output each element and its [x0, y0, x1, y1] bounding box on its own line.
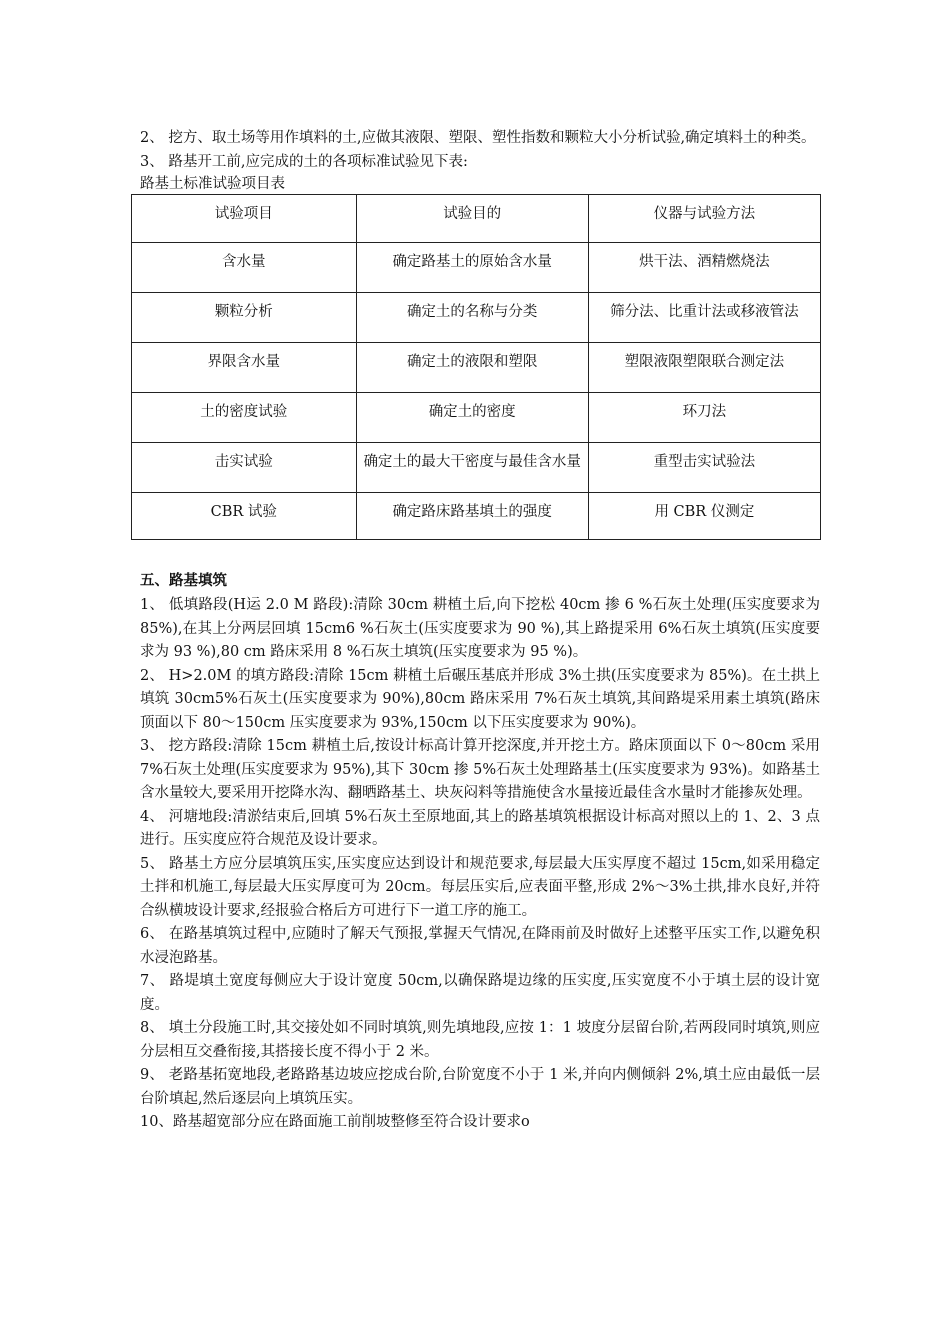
list-item: 1、 低填路段(H运 2.0 M 路段):清除 30cm 耕植土后,向下挖松 40cm 掺 6 %石灰土处理(压实度要求为 85%),在其上分两层回填 15cm6 %石灰土(压实度要求为 90 %),其上路提采用 6%石灰土填筑(压实度要求为 93 %),80 cm 路床采用 8 %石灰土填筑(压实度要求为 95 %)。	[140, 597, 820, 660]
table-header-cell: 试验目的	[356, 195, 588, 243]
table-cell: 含水量	[132, 243, 357, 293]
table-row	[132, 343, 821, 393]
table-cell: 确定土的名称与分类	[356, 293, 588, 343]
table-header-cell: 仪器与试验方法	[588, 195, 820, 243]
table-cell: 确定土的最大干密度与最佳含水量	[356, 443, 588, 493]
list-item: 4、 河塘地段:清淤结束后,回填 5%石灰土至原地面,其上的路基填筑根据设计标高对照以上的 1、2、3 点进行。压实度应符合规范及设计要求。	[140, 808, 820, 848]
list-item: 8、 填土分段施工时,其交接处如不同时填筑,则先填地段,应按 1：1 坡度分层留台阶,若两段同时填筑,则应分层相互交叠衔接,其搭接长度不得小于 2 米。	[140, 1020, 820, 1060]
table-cell: 确定路床路基填土的强度	[356, 493, 588, 540]
section-heading: 五、路基填筑	[140, 573, 227, 589]
intro-paragraph-3: 3、 路基开工前,应完成的土的各项标准试验见下表:	[140, 153, 468, 170]
table-cell: 击实试验	[132, 443, 357, 493]
table-cell: 环刀法	[588, 393, 820, 443]
list-item: 2、 H>2.0M 的填方路段:清除 15cm 耕植土后碾压基底并形成 3%土拱(压实度要求为 85%)。在土拱上填筑 30cm5%石灰土(压实度要求为 90%),80cm 路床采用 7%石灰土填筑,其间路堤采用素土填筑(路床顶面以下 80～150cm 压实度要求为 93%,150cm 以下压实度要求为 90%)。	[140, 667, 820, 731]
list-item: 10、路基超宽部分应在路面施工前削坡整修至符合设计要求o	[140, 1114, 530, 1130]
table-cell: 界限含水量	[132, 343, 357, 393]
list-item: 9、 老路基拓宽地段,老路路基边坡应挖成台阶,台阶宽度不小于 1 米,并向内侧倾斜 2%,填土应由最低一层台阶填起,然后逐层向上填筑压实。	[140, 1067, 820, 1107]
list-item: 7、 路堤填土宽度每侧应大于设计宽度 50cm,以确保路堤边缘的压实度,压实宽度不小于填土层的设计宽度。	[140, 973, 820, 1013]
table-cell: 重型击实试验法	[588, 443, 820, 493]
table-cell: CBR 试验	[132, 493, 357, 540]
list-item: 6、 在路基填筑过程中,应随时了解天气预报,掌握天气情况,在降雨前及时做好上述整平压实工作,以避免积水浸泡路基。	[140, 926, 820, 966]
table-cell: 颗粒分析	[132, 293, 357, 343]
table-cell: 土的密度试验	[132, 393, 357, 443]
table-cell: 确定土的液限和塑限	[356, 343, 588, 393]
table-cell: 塑限液限塑限联合测定法	[588, 343, 820, 393]
table-cell: 烘干法、酒精燃烧法	[588, 243, 820, 293]
table-cell: 用 CBR 仪测定	[588, 493, 820, 540]
list-item: 3、 挖方路段:清除 15cm 耕植土后,按设计标高计算开挖深度,并开挖土方。路床顶面以下 0～80cm 采用 7%石灰土处理(压实度要求为 95%),其下 30cm 掺 5%石灰土处理路基土(压实度要求为 93%)。如路基土含水量较大,要采用开挖降水沟、翻晒路基土、块灰闷料等措施使含水量接近最佳含水量时才能掺灰处理。	[140, 738, 820, 801]
table-cell: 筛分法、比重计法或移液管法	[588, 293, 820, 343]
table-cell: 确定路基土的原始含水量	[356, 243, 588, 293]
table-row	[132, 443, 821, 493]
table-row	[132, 243, 821, 293]
soil-test-table	[131, 194, 821, 540]
table-header-cell: 试验项目	[132, 195, 357, 243]
table-row	[132, 293, 821, 343]
document-page	[140, 127, 820, 1135]
intro-paragraph-2: 2、 挖方、取土场等用作填料的土,应做其液限、塑限、塑性指数和颗粒大小分析试验,确定填料土的种类。	[140, 130, 816, 146]
table-row	[132, 393, 821, 443]
table-header-row	[132, 195, 821, 243]
table-caption: 路基土标准试验项目表	[140, 176, 285, 192]
table-row	[132, 493, 821, 540]
list-item: 5、 路基土方应分层填筑压实,压实度应达到设计和规范要求,每层最大压实厚度不超过 15cm,如采用稳定土拌和机施工,每层最大压实厚度可为 20cm。每层压实后,应表面平整,形成 2%～3%土拱,排水良好,并符合纵横坡设计要求,经报验合格后方可进行下一道工序的施工。	[140, 855, 820, 919]
table-cell: 确定土的密度	[356, 393, 588, 443]
